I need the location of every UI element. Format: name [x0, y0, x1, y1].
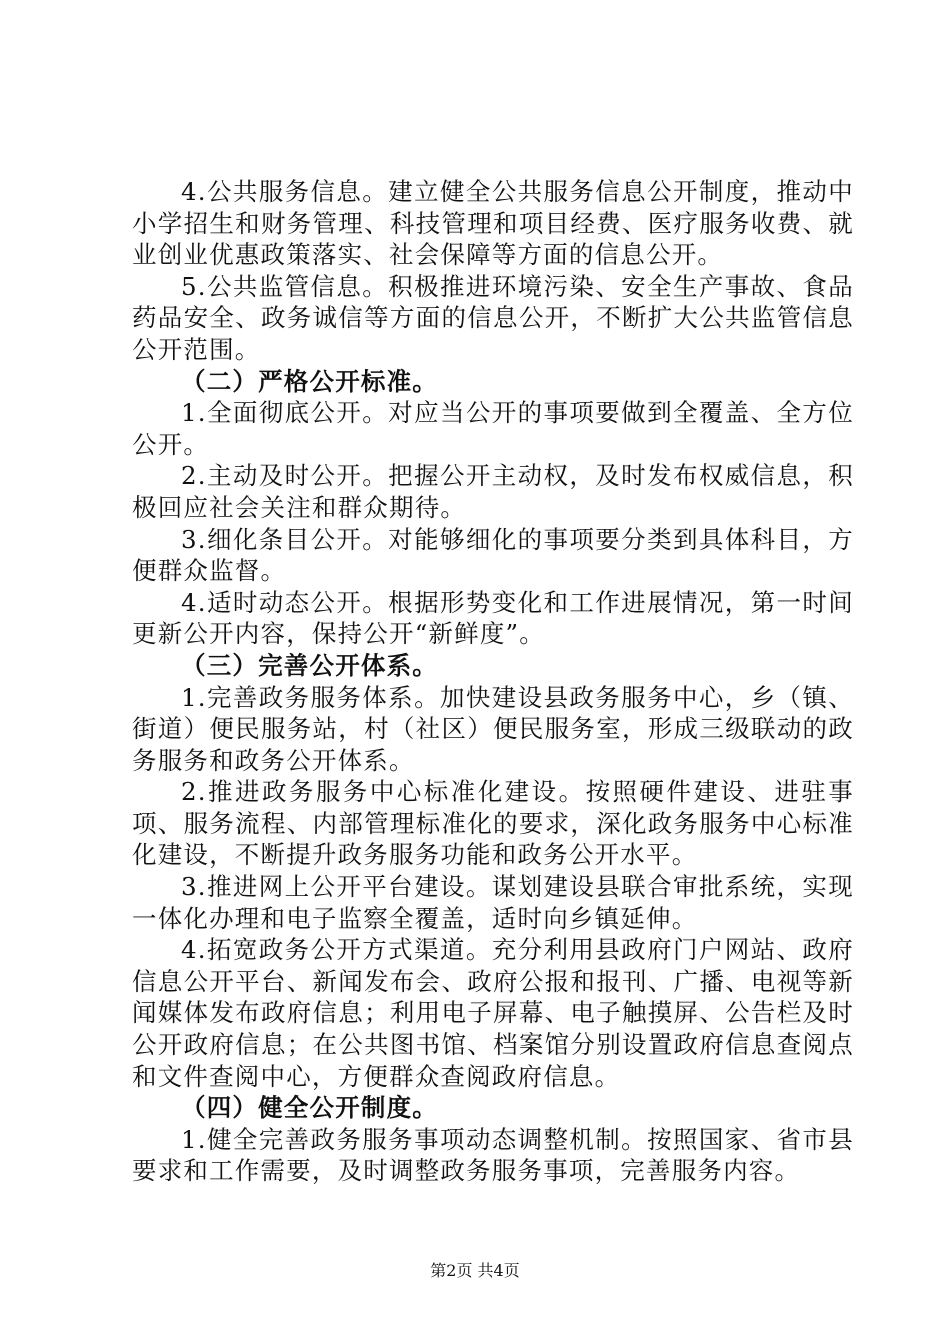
paragraph: 4.公共服务信息。建立健全公共服务信息公开制度，推动中小学招生和财务管理、科技管理和项目经费、医疗服务收费、就业创业优惠政策落实、社会保障等方面的信息公开。	[132, 177, 854, 270]
paragraph: 1.健全完善政务服务事项动态调整机制。按照国家、省市县要求和工作需要，及时调整政务服务事项，完善服务内容。	[132, 1124, 854, 1186]
paragraph: 2.推进政务服务中心标准化建设。按照硬件建设、进驻事项、服务流程、内部管理标准化的要求，深化政务服务中心标准化建设，不断提升政务服务功能和政务公开水平。	[132, 777, 854, 870]
paragraph: 1.完善政务服务体系。加快建设县政务服务中心，乡（镇、街道）便民服务站，村（社区）便民服务室，形成三级联动的政务服务和政务公开体系。	[132, 682, 854, 775]
section-heading: （四）健全公开制度。	[181, 1093, 438, 1123]
paragraph: 3.细化条目公开。对能够细化的事项要分类到具体科目，方便群众监督。	[132, 524, 854, 586]
section-heading: （三）完善公开体系。	[181, 650, 438, 680]
paragraph: 4.拓宽政务公开方式渠道。充分利用县政府门户网站、政府信息公开平台、新闻发布会、政府公报和报刊、广播、电视等新闻媒体发布政府信息；利用电子屏幕、电子触摸屏、公告栏及时公开政府信息；在公共图书馆、档案馆分别设置政府信息查阅点和文件查阅中心，方便群众查阅政府信息。	[132, 935, 854, 1091]
section-heading: （二）严格公开标准。	[181, 366, 438, 396]
paragraph: 5.公共监管信息。积极推进环境污染、安全生产事故、食品药品安全、政务诚信等方面的信息公开，不断扩大公共监管信息公开范围。	[132, 271, 854, 364]
page-footer: 第2页 共4页	[430, 1261, 520, 1280]
paragraph: 2.主动及时公开。把握公开主动权，及时发布权威信息，积极回应社会关注和群众期待。	[132, 461, 854, 522]
paragraph: 4.适时动态公开。根据形势变化和工作进展情况，第一时间更新公开内容，保持公开“新鲜度”。	[132, 587, 854, 649]
paragraph: 3.推进网上公开平台建设。谋划建设县联合审批系统，实现一体化办理和电子监察全覆盖，适时向乡镇延伸。	[132, 872, 854, 933]
document-body	[132, 176, 854, 1187]
paragraph: 1.全面彻底公开。对应当公开的事项要做到全覆盖、全方位公开。	[132, 398, 854, 459]
